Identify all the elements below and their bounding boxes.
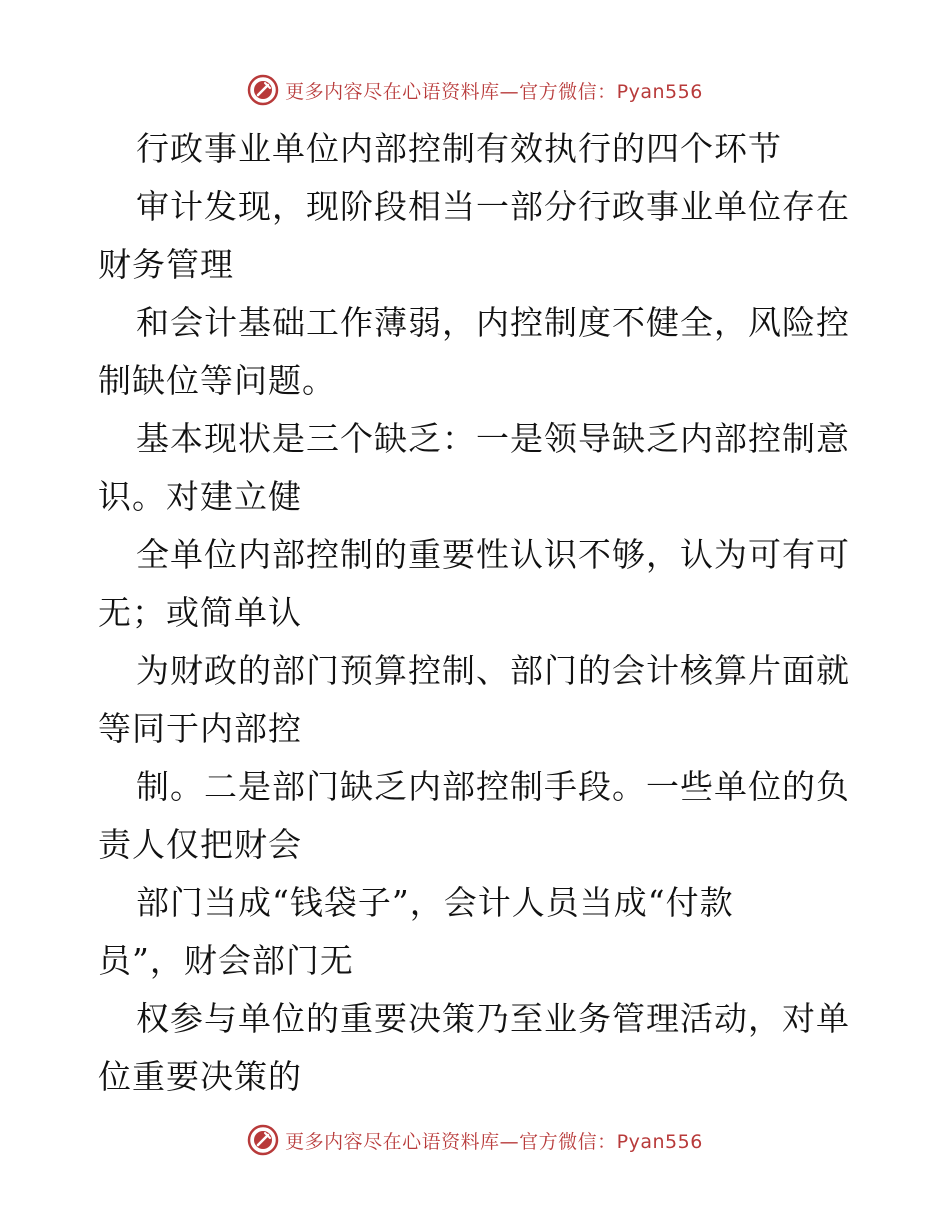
footer-banner xyxy=(0,1120,950,1160)
document-body xyxy=(98,120,853,1106)
paragraph-line: 基本现状是三个缺乏：一是领导缺乏内部控制意 xyxy=(136,419,850,458)
paragraph-line: 全单位内部控制的重要性认识不够，认为可有可 xyxy=(136,535,850,574)
paragraph-line: 制。二是部门缺乏内部控制手段。一些单位的负 xyxy=(136,767,850,806)
paragraph-line: 员”，财会部门无 xyxy=(98,941,354,980)
paragraph-line: 识。对建立健 xyxy=(98,477,302,516)
paragraph-line: 制缺位等问题。 xyxy=(98,361,336,400)
paragraph-line: 位重要决策的 xyxy=(98,1057,302,1096)
paragraph-line: 无；或简单认 xyxy=(98,593,302,632)
document-title: 行政事业单位内部控制有效执行的四个环节 xyxy=(136,129,782,168)
paragraph-line: 和会计基础工作薄弱，内控制度不健全，风险控 xyxy=(136,303,850,342)
paragraph-line: 财务管理 xyxy=(98,245,234,284)
paragraph-line: 部门当成“钱袋子”，会计人员当成“付款 xyxy=(136,883,734,922)
paragraph-line: 权参与单位的重要决策乃至业务管理活动，对单 xyxy=(136,999,850,1038)
paragraph-line: 责人仅把财会 xyxy=(98,825,302,864)
paragraph-line: 为财政的部门预算控制、部门的会计核算片面就 xyxy=(136,651,850,690)
header-banner-text: 更多内容尽在心语资料库—官方微信：Pyan556 xyxy=(285,80,703,103)
header-banner xyxy=(0,70,950,110)
seal-logo-icon xyxy=(247,74,279,106)
seal-logo-icon xyxy=(247,1124,279,1156)
paragraph-line: 审计发现，现阶段相当一部分行政事业单位存在 xyxy=(136,187,850,226)
footer-banner-text: 更多内容尽在心语资料库—官方微信：Pyan556 xyxy=(285,1130,703,1153)
paragraph-line: 等同于内部控 xyxy=(98,709,302,748)
